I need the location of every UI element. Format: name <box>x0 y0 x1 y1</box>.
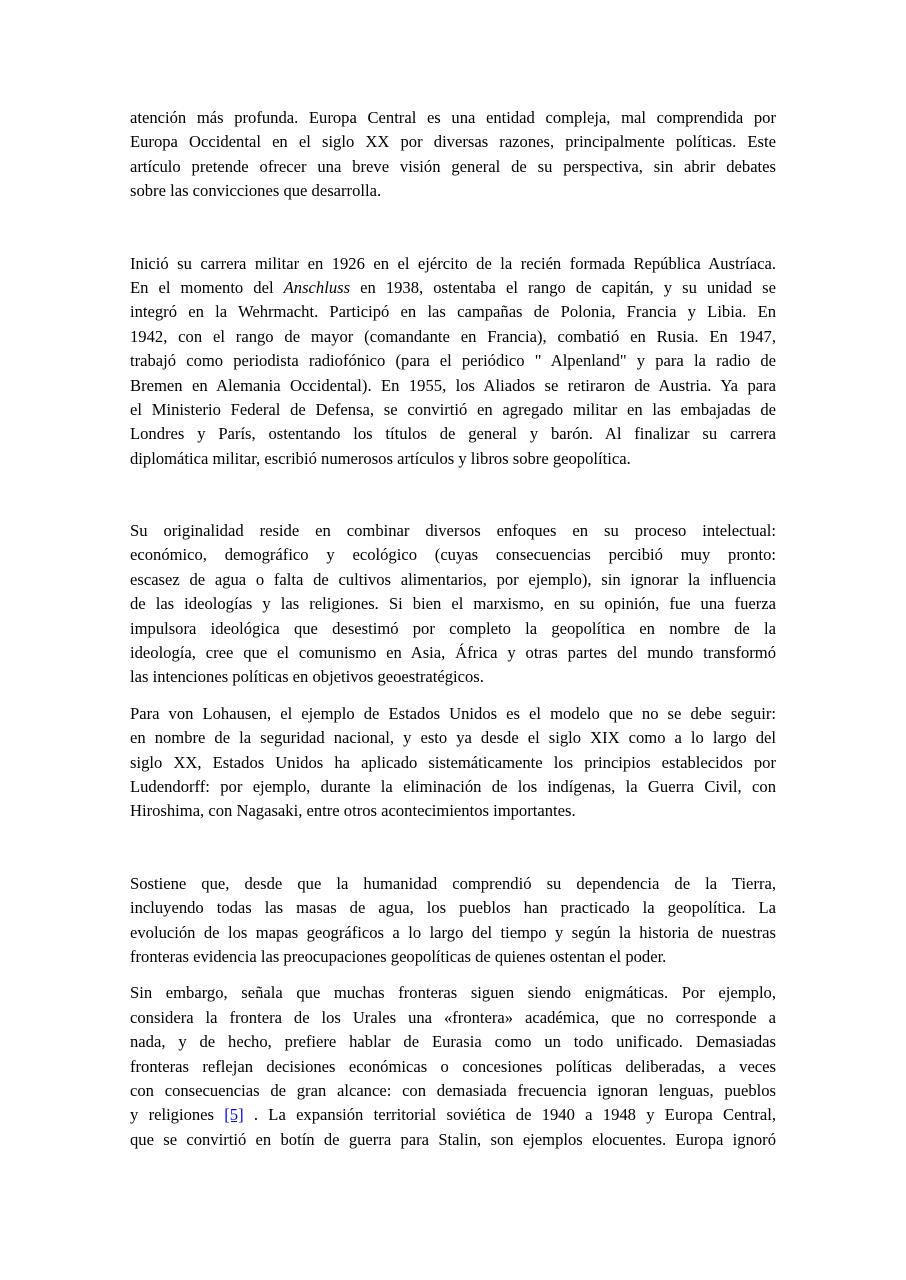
text-line: artículo pretende ofrecer una breve visión general de su perspectiva, sin abrir debates <box>130 156 776 176</box>
paragraph-originality <box>130 519 776 690</box>
text-line: con consecuencias de gran alcance: con demasiada frecuencia ignoran lenguas, pueblos <box>130 1080 776 1100</box>
text-line: Sostiene que, desde que la humanidad comprendió su dependencia de la Tierra, <box>130 873 776 893</box>
text-line: fronteras reflejan decisiones económicas o concesiones políticas deliberadas, a veces <box>130 1056 776 1076</box>
paragraph-gap <box>130 690 776 702</box>
text-line: Ludendorff: por ejemplo, durante la eliminación de los indígenas, la Guerra Civil, con <box>130 776 776 796</box>
text-line: Hiroshima, con Nagasaki, entre otros acontecimientos importantes. <box>130 801 576 821</box>
text-line: Europa Occidental en el siglo XX por diversas razones, principalmente políticas. Este <box>130 132 776 152</box>
text-line: de las ideologías y las religiones. Si bien el marxismo, en su opinión, fue una fuerza <box>130 594 776 614</box>
footnote-link-5[interactable]: [5] <box>224 1105 244 1125</box>
text-line: trabajó como periodista radiofónico (para el periódico " Alpenland" y para la radio de <box>130 351 776 371</box>
text-line: Inició su carrera militar en 1926 en el ejército de la recién formada República Austríaca. <box>130 253 776 273</box>
text-line: el Ministerio Federal de Defensa, se convirtió en agregado militar en las embajadas de <box>130 399 776 419</box>
text-line: en nombre de la seguridad nacional, y esto ya desde el siglo XIX como a lo largo del <box>130 728 776 748</box>
text-line: siglo XX, Estados Unidos ha aplicado sistemáticamente los principios establecidos por <box>130 752 776 772</box>
text-line <box>130 1103 776 1127</box>
italic-term-anschluss: Anschluss <box>283 277 351 297</box>
text-line: atención más profunda. Europa Central es una entidad compleja, mal comprendida por <box>130 108 776 127</box>
text-segment: y religiones <box>130 1105 225 1125</box>
text-line: Sin embargo, señala que muchas fronteras siguen siendo enigmáticas. Por ejemplo, <box>130 983 776 1003</box>
text-line: integró en la Wehrmacht. Participó en las campañas de Polonia, Francia y Libia. En <box>130 302 776 322</box>
paragraph-gap <box>130 204 776 252</box>
text-segment: en 1938, ostentaba el rango de capitán, y su unidad se <box>350 277 776 297</box>
text-line: ideología, cree que el comunismo en Asia, África y otras partes del mundo transformó <box>130 643 776 663</box>
text-line: impulsora ideológica que desestimó por completo la geopolítica en nombre de la <box>130 618 776 638</box>
text-line: Londres y París, ostentando los títulos de general y barón. Al finalizar su carrera <box>130 424 776 444</box>
paragraph-military-career <box>130 252 776 472</box>
text-line: Bremen en Alemania Occidental). En 1955, los Aliados se retiraron de Austria. Ya para <box>130 375 776 395</box>
paragraph-borders <box>130 981 776 1152</box>
document-page <box>130 106 776 1152</box>
text-line: Su originalidad reside en combinar diversos enfoques en su proceso intelectual: <box>130 521 776 541</box>
text-line: 1942, con el rango de mayor (comandante en Francia), combatió en Rusia. En 1947, <box>130 326 776 346</box>
paragraph-united-states <box>130 702 776 824</box>
text-line: considera la frontera de los Urales una «frontera» académica, que no corresponde a <box>130 1007 776 1027</box>
text-line: Para von Lohausen, el ejemplo de Estados Unidos es el modelo que no se debe seguir: <box>130 703 776 723</box>
text-line <box>130 276 776 300</box>
paragraph-humanity-earth <box>130 872 776 970</box>
text-line: las intenciones políticas en objetivos geoestratégicos. <box>130 667 484 687</box>
text-line: sobre las convicciones que desarrolla. <box>130 181 382 201</box>
paragraph-intro-continuation <box>130 106 776 204</box>
text-line: fronteras evidencia las preocupaciones geopolíticas de quienes ostentan el poder. <box>130 946 667 966</box>
text-line: económico, demográfico y ecológico (cuyas consecuencias percibió muy pronto: <box>130 545 776 565</box>
text-line: que se convirtió en botín de guerra para Stalin, son ejemplos elocuentes. Europa ignoró <box>130 1129 776 1149</box>
paragraph-gap <box>130 969 776 981</box>
text-segment: . La expansión territorial soviética de 1940 a 1948 y Europa Central, <box>243 1105 776 1125</box>
text-line: incluyendo todas las masas de agua, los pueblos han practicado la geopolítica. La <box>130 898 776 918</box>
text-line: nada, y de hecho, prefiere hablar de Eurasia como un todo unificado. Demasiadas <box>130 1032 776 1052</box>
text-line: diplomática militar, escribió numerosos artículos y libros sobre geopolítica. <box>130 448 631 468</box>
paragraph-gap <box>130 471 776 519</box>
text-line: escasez de agua o falta de cultivos alimentarios, por ejemplo), sin ignorar la influencia <box>130 569 776 589</box>
text-line: evolución de los mapas geográficos a lo largo del tiempo y según la historia de nuestras <box>130 922 776 942</box>
paragraph-gap <box>130 824 776 872</box>
text-segment: En el momento del <box>130 277 284 297</box>
